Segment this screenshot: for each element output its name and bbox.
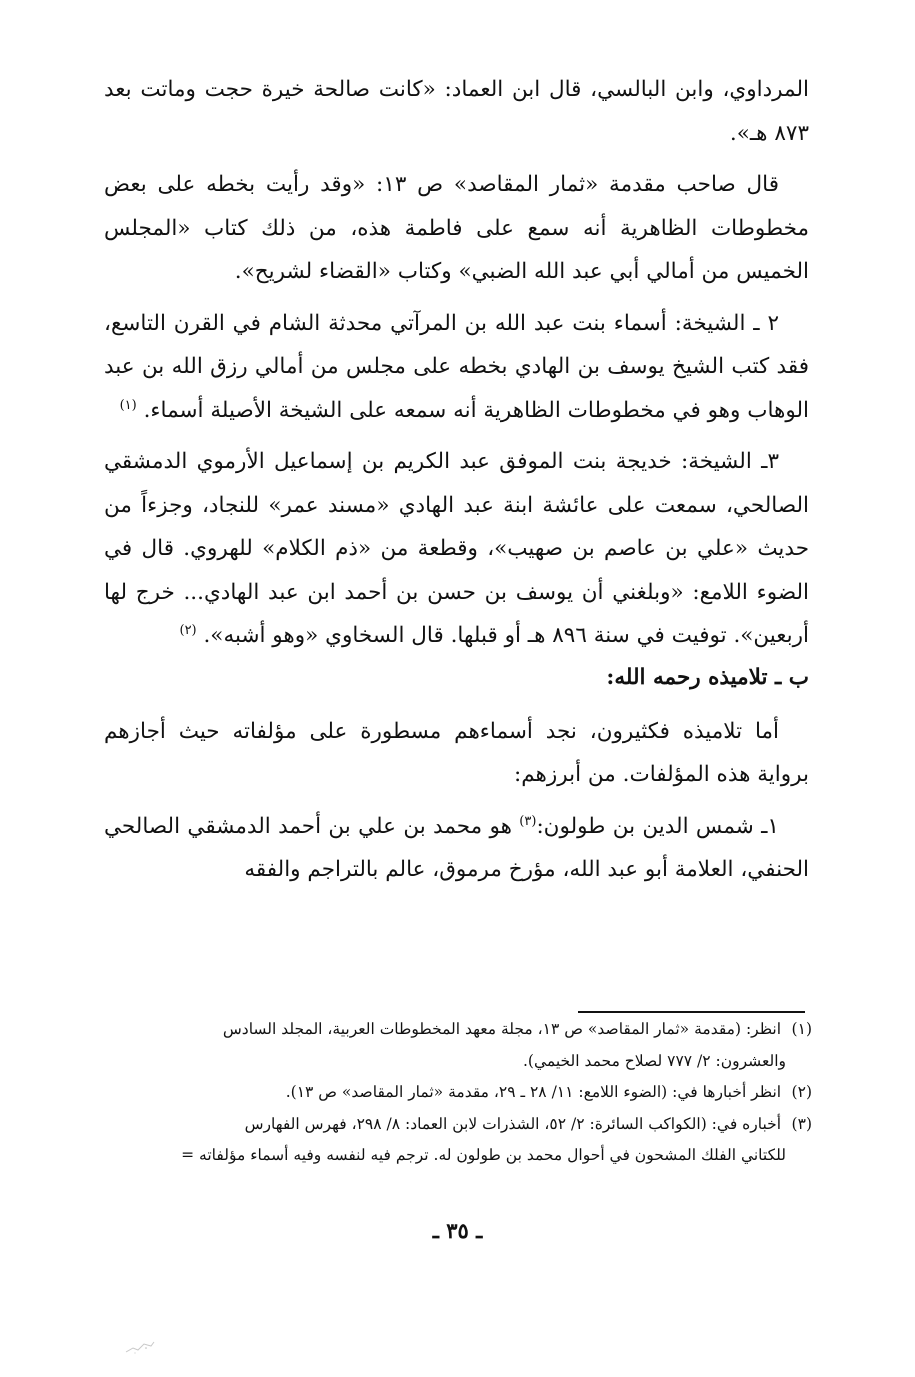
footnote-3-text: أخباره في: (الكواكب السائرة: ٢/ ٥٢، الشذرات لابن العماد: ٨/ ٢٩٨، فهرس الفهارس <box>244 1114 782 1133</box>
page-number: ـ ٣٥ ـ <box>432 1218 483 1243</box>
paragraph-1: المرداوي، وابن البالسي، قال ابن العماد: «كانت صالحة خيرة حجت وماتت بعد ٨٧٣ هـ». <box>104 77 809 146</box>
footnotes <box>104 1014 812 1172</box>
footnote-2-text: انظر أخبارها في: (الضوء اللامع: ١١/ ٢٨ ـ ٢٩، مقدمة «ثمار المقاصد» ص ١٣). <box>285 1083 782 1101</box>
scan-speck <box>124 1339 156 1355</box>
paragraph-3 <box>104 302 809 433</box>
footnote-ref-1[interactable]: (١) <box>119 397 137 413</box>
footnote-separator <box>578 1011 805 1013</box>
paragraph-6-rest: هو محمد بن علي بن أحمد الدمشقي الصالحي الحنفي، العلامة أبو عبد الله، مؤرخ مرموق، عالم بالتراجم والفقه <box>104 813 809 882</box>
paragraph-6 <box>104 805 809 892</box>
footnote-1-number: (١) <box>791 1020 812 1038</box>
footnote-2 <box>104 1077 812 1109</box>
footnote-2-number: (٢) <box>791 1083 812 1101</box>
footnote-ref-2[interactable]: (٢) <box>179 622 197 638</box>
paragraph-5: أما تلاميذه فكثيرون، نجد أسماءهم مسطورة على مؤلفاته حيث أجازهم برواية هذه المؤلفات. من أبرزهم: <box>104 718 809 787</box>
main-text <box>104 68 809 892</box>
paragraph-4 <box>104 440 809 658</box>
footnote-1-continuation: والعشرون: ٢/ ٧٧٧ لصلاح محمد الخيمي). <box>522 1051 786 1070</box>
footnote-3 <box>104 1109 812 1141</box>
paragraph-4-text: ٣ـ الشيخة: خديجة بنت الموفق عبد الكريم بن إسماعيل الأرموي الدمشقي الصالحي، سمعت على عائشة ابنة عبد الهادي «مسند عمر» للنجاد، وجزءاً من حديث «علي بن عاصم بن صهيب»، وقطعة من «ذم الكلام» للهروي. قال في الضوء اللامع: «وبلغني أن يوسف بن حسن بن أحمد ابن عبد الهادي... خرج لها أربعين». توفيت في سنة ٨٩٦ هـ أو قبلها. قال السخاوي «وهو أشبه». <box>104 449 809 648</box>
footnote-3-continuation: للكتاني الفلك المشحون في أحوال محمد بن طولون له. ترجم فيه لنفسه وفيه أسماء مؤلفاته = <box>181 1146 786 1164</box>
footnote-1 <box>104 1014 812 1046</box>
section-heading: ب ـ تلاميذه رحمه الله: <box>606 664 809 690</box>
paragraph-2: قال صاحب مقدمة «ثمار المقاصد» ص ١٣: «وقد رأيت بخطه على بعض مخطوطات الظاهرية أنه سمع على فاطمة هذه، من ذلك كتاب «المجلس الخميس من أمالي أبي عبد الله الضبي» وكتاب «القضاء لشريح». <box>104 172 809 284</box>
footnote-1-text: انظر: (مقدمة «ثمار المقاصد» ص ١٣، مجلة معهد المخطوطات العربية، المجلد السادس <box>222 1020 782 1038</box>
footnote-ref-3[interactable]: (٣) <box>519 813 537 829</box>
paragraph-6-start: ١ـ شمس الدين بن طولون: <box>536 813 779 839</box>
paragraph-3-text: ٢ ـ الشيخة: أسماء بنت عبد الله بن المرآتي محدثة الشام في القرن التاسع، فقد كتب الشيخ يوسف بن الهادي بخطه على مجلس من أمالي رزق الله بن عبد الوهاب وهو في مخطوطات الظاهرية أنه سمعه على الشيخة الأصيلة أسماء. <box>104 310 809 423</box>
footnote-3-number: (٣) <box>791 1114 812 1133</box>
